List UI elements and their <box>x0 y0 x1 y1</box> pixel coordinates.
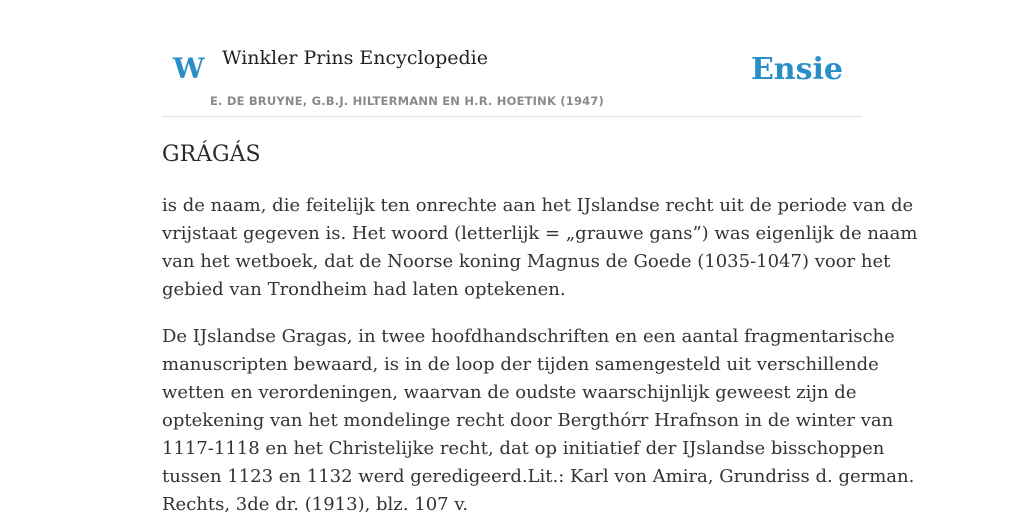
paragraph-line: is de naam, die feitelijk ten onrechte aan het IJslandse recht uit de periode van de <box>162 195 914 216</box>
publication-authors: E. DE BRUYNE, G.B.J. HILTERMANN EN H.R. HOETINK (1947) <box>210 94 605 108</box>
paragraph-line: tussen 1123 en 1132 werd geredigeerd.Lit.: Karl von Amira, Grundriss d. german. <box>162 466 915 487</box>
paragraph-line: Rechts, 3de dr. (1913), blz. 107 v. <box>162 494 469 512</box>
paragraph-line: De IJslandse Gragas, in twee hoofdhandschriften en een aantal fragmentarische <box>162 326 895 347</box>
paragraph-line: wetten en verordeningen, waarvan de oudste waarschijnlijk geweest zijn de <box>162 382 857 403</box>
article-paragraph-1 <box>162 192 918 304</box>
paragraph-line: manuscripten bewaard, is in de loop der tijden samengesteld uit verschillende <box>162 354 879 375</box>
paragraph-line: 1117-1118 en het Christelijke recht, dat op initiatief der IJslandse bisschoppen <box>162 438 885 459</box>
paragraph-line: gebied van Trondheim had laten optekenen. <box>162 279 566 300</box>
ensie-logo-link[interactable]: Ensie <box>750 52 843 87</box>
publication-title[interactable]: Winkler Prins Encyclopedie <box>222 47 488 69</box>
article-body <box>162 192 918 512</box>
paragraph-line: vrijstaat gegeven is. Het woord (letterlijk = „grauwe gans”) was eigenlijk de naam <box>162 223 918 244</box>
article-paragraph-2 <box>162 323 915 512</box>
article-headword: GRÁGÁS <box>162 142 261 167</box>
paragraph-line: van het wetboek, dat de Noorse koning Magnus de Goede (1035-1047) voor het <box>162 251 891 272</box>
publication-logo-icon[interactable]: W <box>173 52 205 85</box>
paragraph-line: optekening van het mondelinge recht door Bergthórr Hrafnson in de winter van <box>162 410 894 431</box>
site-header <box>162 0 862 117</box>
